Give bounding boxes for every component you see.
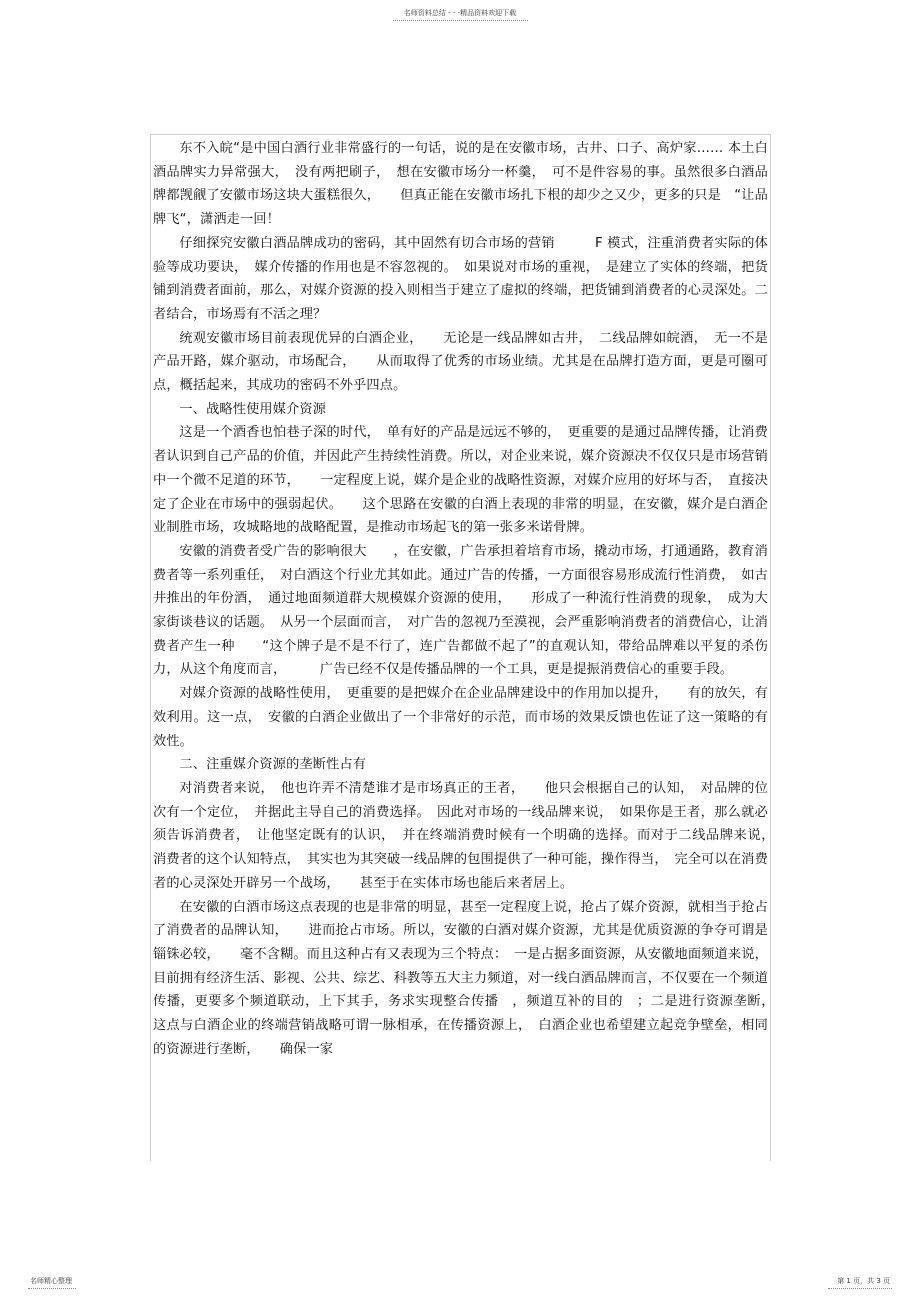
paragraph: 统观安徽市场目前表现优异的白酒企业， 无论是一线品牌如古井， 二线品牌如皖酒， 无一不是 产品开路，媒介驱动，市场配合， 从而取得了优秀的市场业绩。尤其是在品牌打造方面，更是可圈可点，概括起来，其成功的密码不外乎四点。 xyxy=(153,330,768,394)
section-heading: 二、注重媒介资源的垄断性占有 xyxy=(179,757,367,773)
header-divider xyxy=(393,20,528,21)
page-number: 第 1 页，共 3 页 xyxy=(837,1277,890,1285)
section-heading: 一、战略性使用媒介资源 xyxy=(179,401,327,417)
footer-left-divider xyxy=(28,1288,76,1289)
paragraph: 安徽的消费者受广告的影响很大 ，在安徽，广告承担着培育市场，撬动市场，打通通路，教育消费者等一系列重任， 对白酒这个行业尤其如此。通过广告的传播，一方面很容易形成流行性消费， 如古井推出的年份酒， 通过地面频道群大规模媒介资源的使用， 形成了一种流行性消费的现象， 成为大家街谈巷议的话题。 从另一个层面而言， 对广告的忽视乃至漠视，会严重影响消费者的消费信心，让消费者产生一种 “这个牌子是不是不行了，连广告都做不起了”的直观认知，带给品牌难以平复的杀伤力，从这个角度而言， 广告已经不仅是传播品牌的一个工具，更是提振消费信心的重要手段。 xyxy=(153,543,768,678)
paragraph: 仔细探究安徽白酒品牌成功的密码，其中固然有切合市场的营销 F 模式，注重消费者实际的体验等成功要诀， 媒介传播的作用也是不容忽视的。 如果说对市场的重视， 是建立了实体的终端，把货铺到消费者面前，那么，对媒介资源的投入则相当于建立了虚拟的终端，把货铺到消费者的心灵深处。二者结合，市场焉有不活之理？ xyxy=(153,235,768,322)
footer-left-label: 名师精心整理 xyxy=(30,1277,72,1285)
paragraph: 在安徽的白酒市场这点表现的也是非常的明显，甚至一定程度上说，抢占了媒介资源，就相当于抢占了消费者的品牌认知， 进而抢占市场。所以，安徽的白酒对媒介资源，尤其是优质资源的争夺可谓是锱铢必较， 毫不含糊。而且这种占有又表现为三个特点： 一是占据多面资源，从安徽地面频道来说，目前拥有经济生活、影视、公共、综艺、科教等五大主力频道，对一线白酒品牌而言，不仅要在一个频道传播，更要多个频道联动，上下其手，务求实现整合传播 ，频道互补的目的 ；二是进行资源垄断， 这点与白酒企业的终端营销战略可谓一脉相承，在传播资源上， 白酒企业也希望建立起竞争壁垒，相同的资源进行垄断， 确保一家 xyxy=(153,899,782,1057)
paragraph: 对消费者来说， 他也许弄不清楚谁才是市场真正的王者， 他只会根据自己的认知， 对品牌的位次有一个定位， 并据此主导自己的消费选择。 因此对市场的一线品牌来说， 如果你是王者，那么就必须告诉消费者， 让他坚定既有的认识， 并在终端消费时候有一个明确的选择。而对于二线品牌来说， 消费者的这个认知特点， 其实也为其突破一线品牌的包围提供了一种可能，操作得当， 完全可以在消费者的心灵深处开辟另一个战场， 甚至于在实体市场也能后来者居上。 xyxy=(153,780,782,891)
paragraph: 对媒介资源的战略性使用， 更重要的是把媒介在企业品牌建设中的作用加以提升， 有的放矢，有效利用。这一点， 安徽的白酒企业做出了一个非常好的示范，而市场的效果反馈也佐证了这一策略的有效性。 xyxy=(153,686,768,749)
paragraph: 东不入皖“是中国白酒行业非常盛行的一句话，说的是在安徽市场，古井、口子、高炉家…… 本土白酒品牌实力异常强大， 没有两把刷子， 想在安徽市场分一杯羹， 可不是件容易的事。虽然很多白酒品牌都觊觎了安徽市场这块大蛋糕很久， 但真正能在安徽市场扎下根的却少之又少，更多的只是 “让品牌飞“，潇洒走一回！ xyxy=(153,141,768,228)
footer-right-divider xyxy=(828,1288,892,1289)
document-body xyxy=(153,137,782,1061)
paragraph: 这是一个酒香也怕巷子深的时代， 单有好的产品是远远不够的， 更重要的是通过品牌传播，让消费者认识到自己产品的价值，并因此产生持续性消费。所以，对企业来说，媒介资源决不仅仅只是市场营销中一个微不足道的环节， 一定程度上说，媒介是企业的战略性资源，对媒介应用的好坏与否， 直接决定了企业在市场中的强弱起伏。 这个思路在安徽的白酒上表现的非常的明显，在安徽，媒介是白酒企业制胜市场，攻城略地的战略配置，是推动市场起飞的第一张多米诺骨牌。 xyxy=(153,425,768,536)
page-header: 名师资料总结 - - -精品资料欢迎下载 xyxy=(403,9,517,17)
